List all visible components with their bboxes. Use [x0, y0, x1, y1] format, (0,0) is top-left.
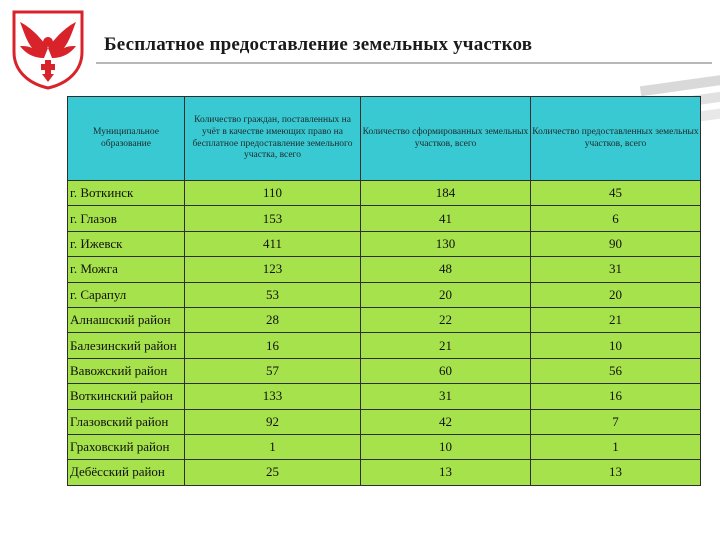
row-name: г. Можга — [68, 257, 185, 282]
row-name: Глазовский район — [68, 409, 185, 434]
row-provided: 7 — [531, 409, 701, 434]
row-citizens: 57 — [185, 358, 361, 383]
table-row — [68, 409, 701, 434]
row-provided: 56 — [531, 358, 701, 383]
row-citizens: 92 — [185, 409, 361, 434]
row-citizens: 28 — [185, 307, 361, 332]
row-provided: 90 — [531, 231, 701, 256]
row-citizens: 110 — [185, 181, 361, 206]
decor-stripe — [640, 70, 720, 97]
row-citizens: 153 — [185, 206, 361, 231]
row-formed: 10 — [361, 434, 531, 459]
header-provided: Количество предоставленных земельных участков, всего — [531, 97, 701, 181]
table-row — [68, 460, 701, 485]
row-name: г. Глазов — [68, 206, 185, 231]
row-formed: 22 — [361, 307, 531, 332]
row-provided: 21 — [531, 307, 701, 332]
row-name: Граховский район — [68, 434, 185, 459]
udmurtia-emblem-icon — [8, 8, 88, 90]
table-row — [68, 257, 701, 282]
header-formed: Количество сформированных земельных участков, всего — [361, 97, 531, 181]
row-formed: 13 — [361, 460, 531, 485]
table-row — [68, 181, 701, 206]
row-formed: 41 — [361, 206, 531, 231]
table-row — [68, 333, 701, 358]
table-header-row — [68, 97, 701, 181]
table-row — [68, 384, 701, 409]
row-name: г. Воткинск — [68, 181, 185, 206]
row-formed: 21 — [361, 333, 531, 358]
table-row — [68, 231, 701, 256]
row-formed: 20 — [361, 282, 531, 307]
row-provided: 13 — [531, 460, 701, 485]
row-formed: 60 — [361, 358, 531, 383]
row-name: г. Ижевск — [68, 231, 185, 256]
land-plots-table — [67, 96, 701, 486]
row-formed: 48 — [361, 257, 531, 282]
table-row — [68, 307, 701, 332]
table-row — [68, 206, 701, 231]
row-formed: 31 — [361, 384, 531, 409]
row-provided: 1 — [531, 434, 701, 459]
header-municipality: Муниципальное образование — [68, 97, 185, 181]
header-citizens: Количество граждан, поставленных на учёт в качестве имеющих право на бесплатное предоставление земельного участка, всего — [185, 97, 361, 181]
row-name: Дебёсский район — [68, 460, 185, 485]
table-row — [68, 358, 701, 383]
row-provided: 10 — [531, 333, 701, 358]
page-title: Бесплатное предоставление земельных участков — [104, 34, 533, 55]
row-provided: 6 — [531, 206, 701, 231]
row-provided: 20 — [531, 282, 701, 307]
row-citizens: 25 — [185, 460, 361, 485]
row-provided: 45 — [531, 181, 701, 206]
row-citizens: 123 — [185, 257, 361, 282]
row-name: Вавожский район — [68, 358, 185, 383]
table-row — [68, 282, 701, 307]
row-citizens: 1 — [185, 434, 361, 459]
row-name: Воткинский район — [68, 384, 185, 409]
table-row — [68, 434, 701, 459]
row-formed: 130 — [361, 231, 531, 256]
row-formed: 184 — [361, 181, 531, 206]
row-formed: 42 — [361, 409, 531, 434]
row-citizens: 16 — [185, 333, 361, 358]
row-citizens: 411 — [185, 231, 361, 256]
row-citizens: 133 — [185, 384, 361, 409]
row-name: Алнашский район — [68, 307, 185, 332]
row-citizens: 53 — [185, 282, 361, 307]
row-provided: 31 — [531, 257, 701, 282]
row-provided: 16 — [531, 384, 701, 409]
title-divider — [96, 62, 712, 64]
row-name: г. Сарапул — [68, 282, 185, 307]
row-name: Балезинский район — [68, 333, 185, 358]
